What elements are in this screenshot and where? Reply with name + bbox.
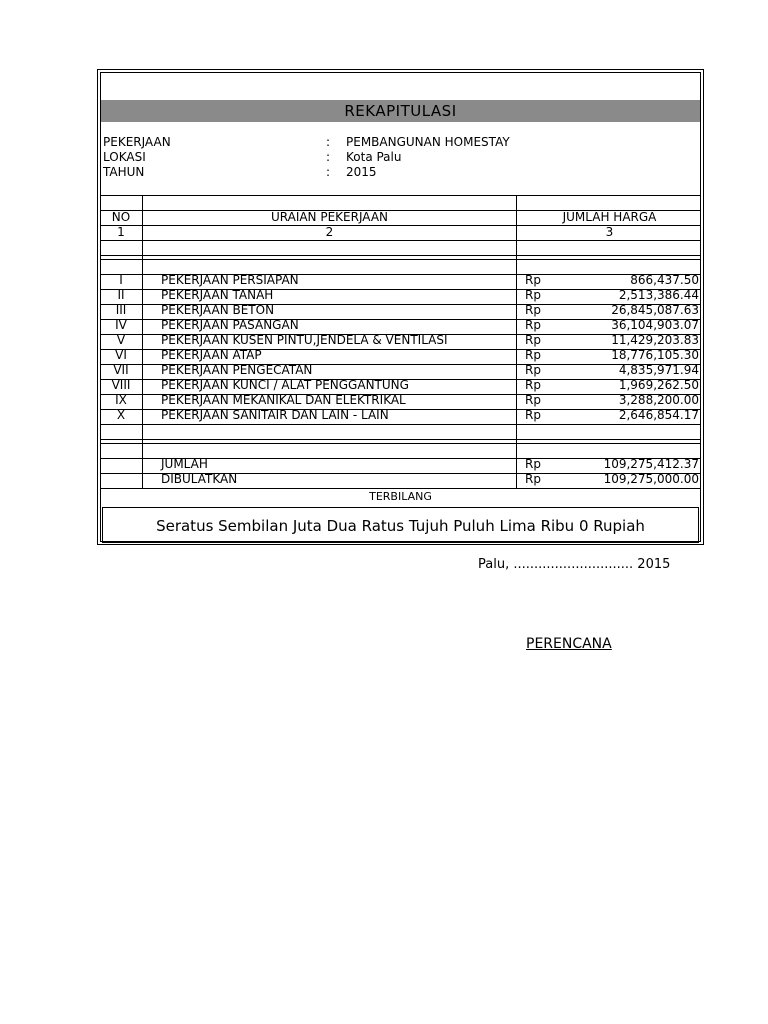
row-currency: Rp xyxy=(525,318,541,332)
row-no: X xyxy=(116,408,126,422)
row-currency: Rp xyxy=(525,393,541,407)
table-line xyxy=(101,424,700,425)
row-no: III xyxy=(115,303,127,317)
row-no: VIII xyxy=(111,378,131,392)
row-no: IX xyxy=(115,393,127,407)
jumlah-value: 109,275,412.37 xyxy=(603,457,699,471)
row-no: VII xyxy=(113,363,129,377)
row-no: I xyxy=(119,273,123,287)
rekapitulasi-document xyxy=(97,69,704,545)
row-value: 2,513,386.44 xyxy=(618,288,699,302)
info-value: PEMBANGUNAN HOMESTAY xyxy=(346,135,510,149)
row-desc: PEKERJAAN KUNCI / ALAT PENGGANTUNG xyxy=(161,378,409,392)
row-currency: Rp xyxy=(525,408,541,422)
row-value: 4,835,971.94 xyxy=(618,363,699,377)
row-no: V xyxy=(116,333,126,347)
row-currency: Rp xyxy=(525,333,541,347)
row-desc: PEKERJAAN PASANGAN xyxy=(161,318,299,332)
info-label: LOKASI xyxy=(103,150,146,164)
row-currency: Rp xyxy=(525,303,541,317)
row-no: II xyxy=(117,288,125,302)
table-line xyxy=(101,195,700,196)
row-currency: Rp xyxy=(525,288,541,302)
header-number-1: 1 xyxy=(117,225,125,239)
table-line xyxy=(101,488,700,489)
dibulatkan-value: 109,275,000.00 xyxy=(603,472,699,486)
row-value: 36,104,903.07 xyxy=(611,318,699,332)
row-desc: PEKERJAAN PERSIAPAN xyxy=(161,273,299,287)
row-no: IV xyxy=(115,318,127,332)
dibulatkan-label: DIBULATKAN xyxy=(161,472,238,486)
jumlah-currency: Rp xyxy=(525,457,541,471)
info-colon: : xyxy=(326,150,331,164)
row-desc: PEKERJAAN KUSEN PINTU,JENDELA & VENTILASI xyxy=(161,333,448,347)
header-jumlah: JUMLAH HARGA xyxy=(562,210,657,224)
row-desc: PEKERJAAN MEKANIKAL DAN ELEKTRIKAL xyxy=(161,393,406,407)
row-value: 18,776,105.30 xyxy=(611,348,699,362)
row-desc: PEKERJAAN TANAH xyxy=(161,288,274,302)
place-date: Palu, ............................. 2015 xyxy=(478,557,671,572)
header-no: NO xyxy=(111,210,131,224)
table-line xyxy=(101,255,700,256)
table-line xyxy=(101,439,700,440)
row-currency: Rp xyxy=(525,378,541,392)
info-label: PEKERJAAN xyxy=(103,135,171,149)
row-value: 2,646,854.17 xyxy=(618,408,699,422)
header-uraian: URAIAN PEKERJAAN xyxy=(270,210,389,224)
table-line xyxy=(101,443,700,444)
signer-title: PERENCANA xyxy=(526,636,612,652)
info-label: TAHUN xyxy=(103,165,145,179)
row-desc: PEKERJAAN PENGECATAN xyxy=(161,363,313,377)
document-title: REKAPITULASI xyxy=(101,100,700,122)
info-colon: : xyxy=(326,165,331,179)
row-currency: Rp xyxy=(525,363,541,377)
row-desc: PEKERJAAN ATAP xyxy=(161,348,262,362)
table-line xyxy=(101,240,700,241)
table-line xyxy=(101,259,700,260)
row-value: 26,845,087.63 xyxy=(611,303,699,317)
terbilang-label: TERBILANG xyxy=(369,490,432,503)
terbilang-text: Seratus Sembilan Juta Dua Ratus Tujuh Puluh Lima Ribu 0 Rupiah xyxy=(156,517,645,535)
document-frame xyxy=(100,72,701,542)
dibulatkan-currency: Rp xyxy=(525,472,541,486)
header-number-2: 2 xyxy=(325,225,334,239)
row-no: VI xyxy=(115,348,127,362)
row-currency: Rp xyxy=(525,348,541,362)
info-colon: : xyxy=(326,135,331,149)
jumlah-label: JUMLAH xyxy=(161,457,208,471)
row-currency: Rp xyxy=(525,273,541,287)
row-value: 866,437.50 xyxy=(630,273,699,287)
info-value: 2015 xyxy=(346,165,377,179)
row-value: 1,969,262.50 xyxy=(618,378,699,392)
info-value: Kota Palu xyxy=(346,150,402,164)
row-value: 3,288,200.00 xyxy=(618,393,699,407)
row-desc: PEKERJAAN BETON xyxy=(161,303,275,317)
row-desc: PEKERJAAN SANITAIR DAN LAIN - LAIN xyxy=(161,408,389,422)
header-number-3: 3 xyxy=(605,225,614,239)
row-value: 11,429,203.83 xyxy=(611,333,699,347)
